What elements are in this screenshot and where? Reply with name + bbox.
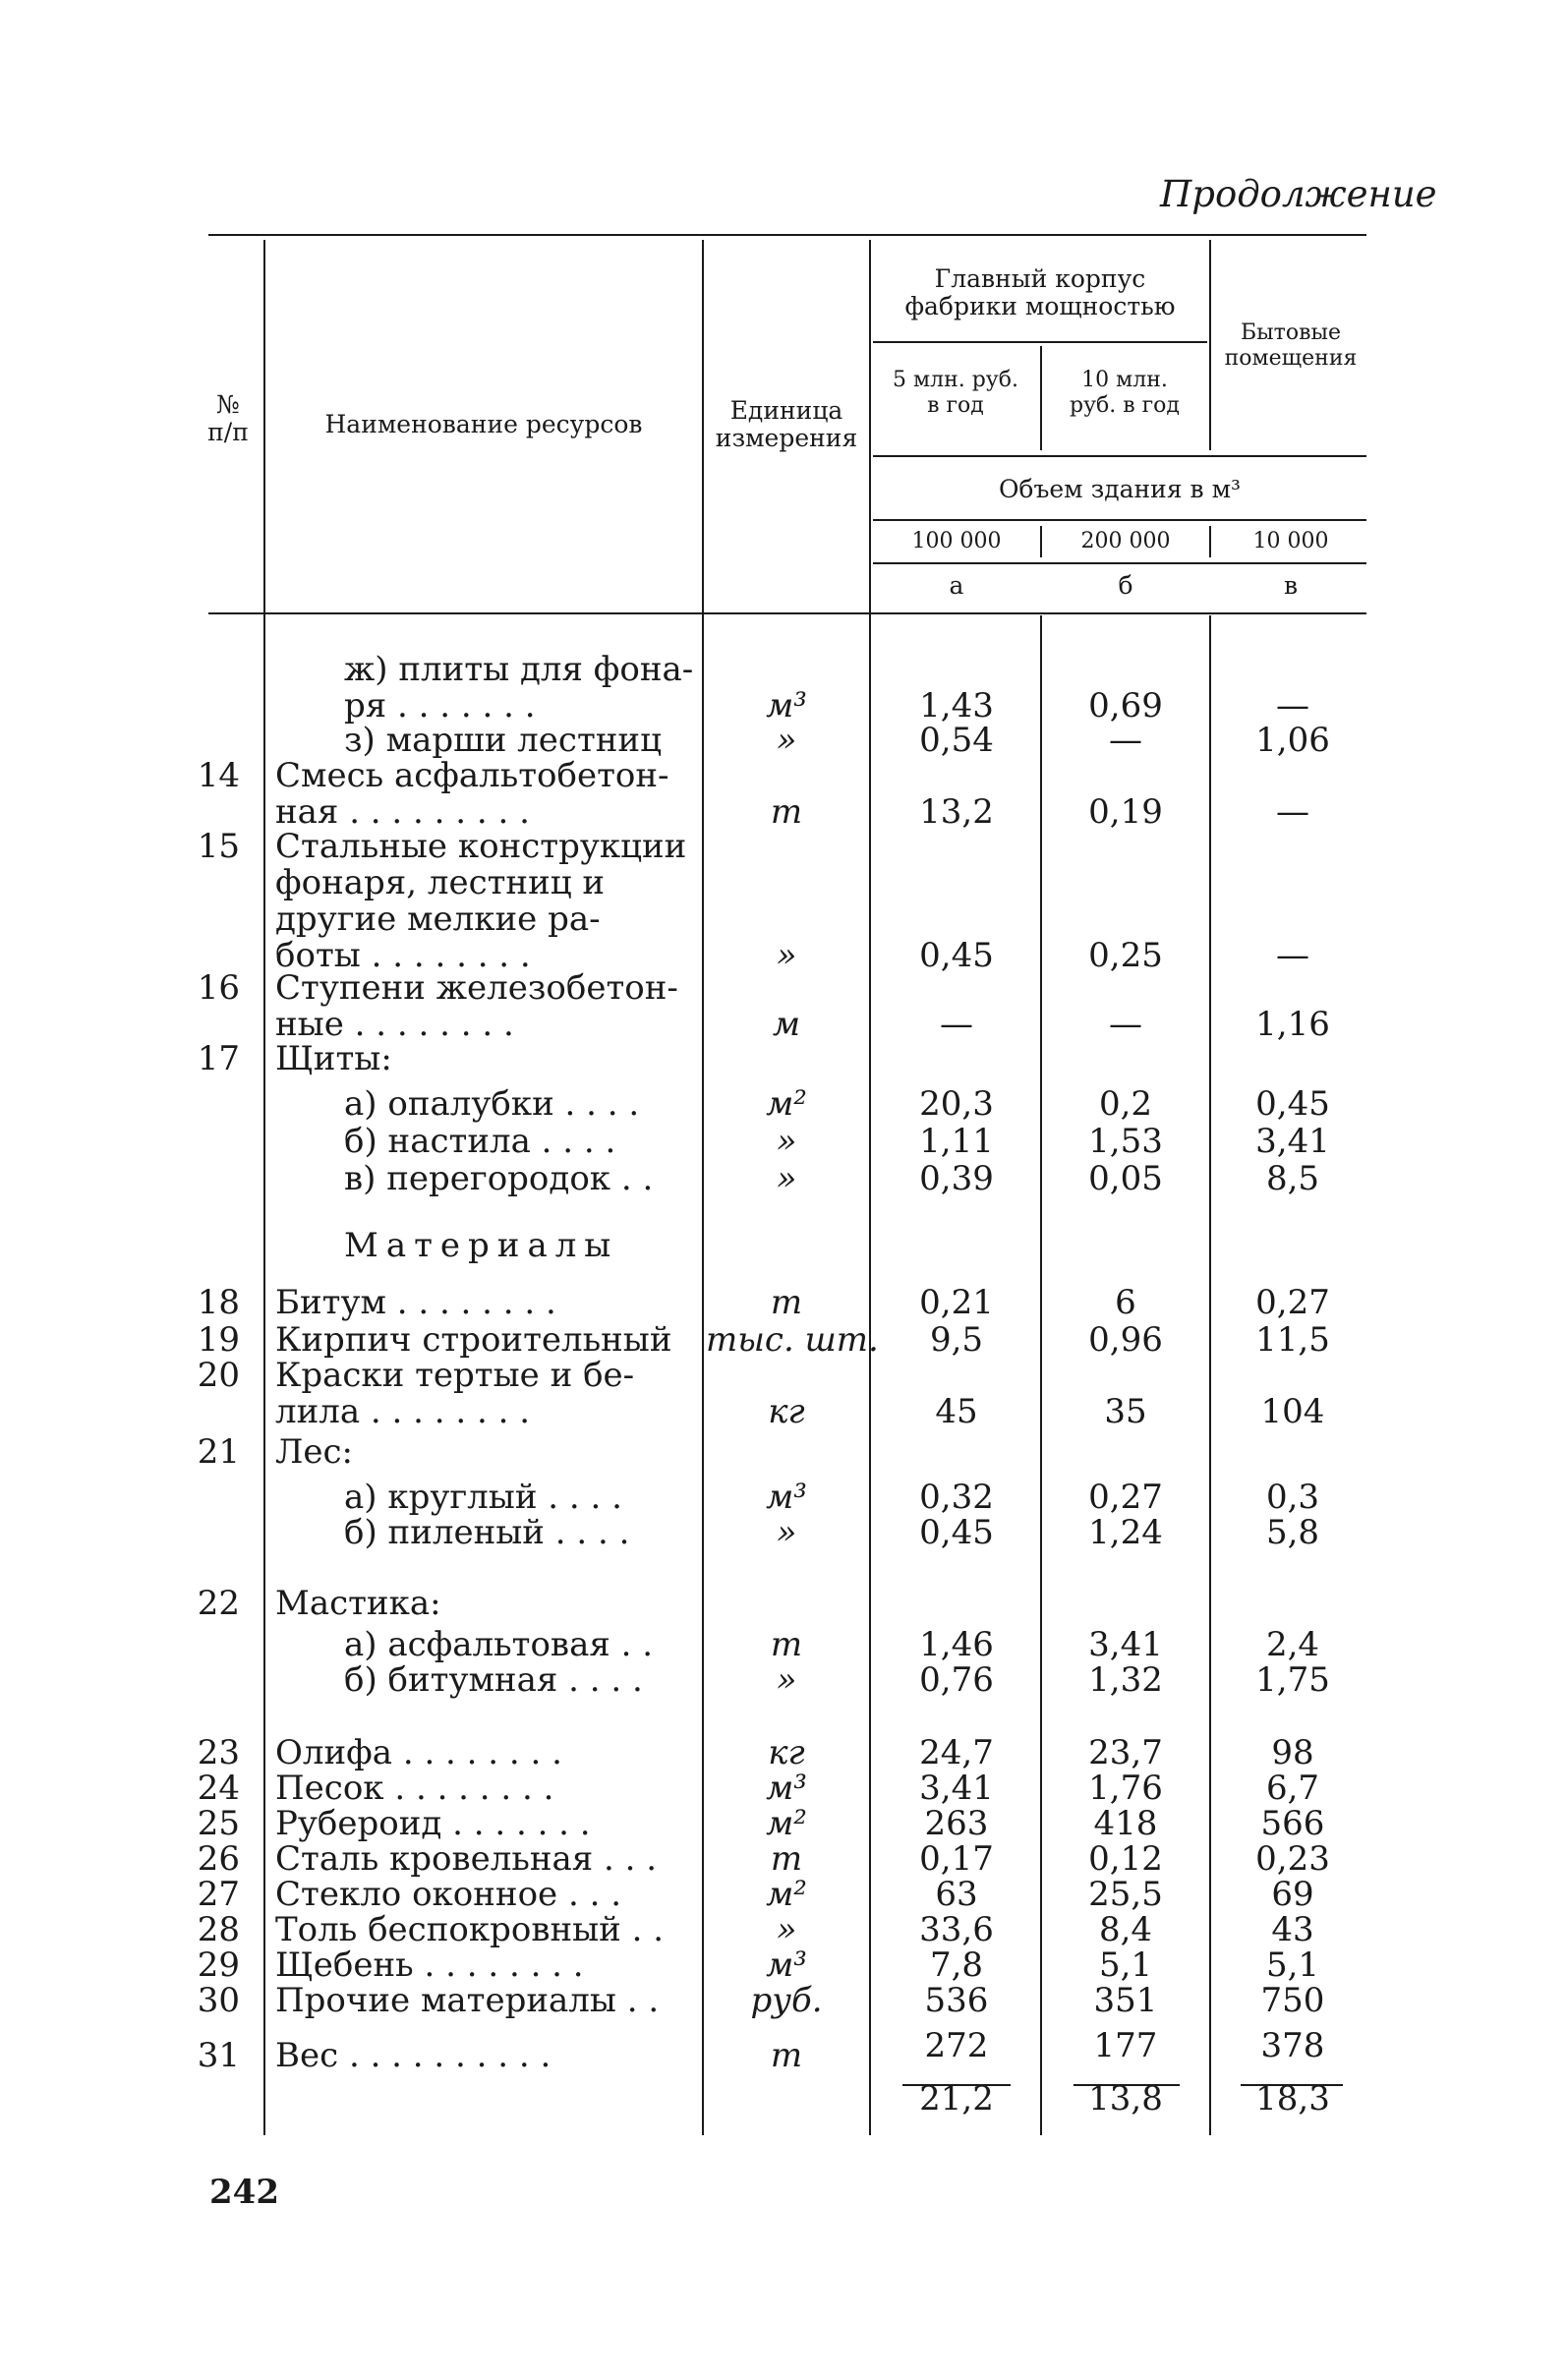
volume-top-rule	[873, 455, 1366, 457]
col-rule-3	[869, 240, 871, 2135]
row-number: 27	[197, 1875, 240, 1914]
resource-name: Краски тертые и бе-	[275, 1356, 635, 1395]
value-col-a: 0,21	[919, 1283, 994, 1322]
value-col-b: 1,53	[1088, 1122, 1163, 1161]
weight-fraction-bar-a	[902, 2084, 1011, 2086]
value-col-b: 0,27	[1088, 1478, 1163, 1517]
row-number: 28	[197, 1910, 240, 1949]
unit-of-measure: »	[776, 1159, 797, 1198]
value-col-b: 1,24	[1088, 1513, 1163, 1552]
unit-of-measure: м³	[766, 686, 807, 726]
value-col-a: 3,41	[919, 1769, 994, 1808]
row-number: 26	[197, 1839, 240, 1879]
unit-of-measure: т	[770, 1839, 803, 1879]
col-rule-1	[263, 240, 265, 2135]
header-letter-c: в	[1283, 571, 1299, 600]
value-col-c: —	[1276, 792, 1309, 832]
resource-name: ные . . . . . . . .	[275, 1005, 514, 1044]
value-col-c: 1,75	[1255, 1660, 1330, 1700]
row-number: 17	[197, 1039, 240, 1078]
value-col-c: 566	[1260, 1804, 1325, 1843]
value-col-b: 0,12	[1088, 1839, 1163, 1879]
value-col-c: 69	[1271, 1875, 1314, 1914]
resource-name: боты . . . . . . . .	[275, 936, 531, 975]
value-col-c: 104	[1260, 1392, 1325, 1431]
row-number: 29	[197, 1945, 240, 1985]
value-col-a: 33,6	[919, 1910, 994, 1949]
row-number: 25	[197, 1804, 240, 1843]
value-col-a: 0,39	[919, 1159, 994, 1198]
value-col-b: 35	[1104, 1392, 1147, 1431]
row-number: 24	[197, 1769, 240, 1808]
resource-name: б) пиленый . . . .	[344, 1513, 630, 1552]
value-col-a: 20,3	[919, 1084, 994, 1124]
unit-of-measure: руб.	[750, 1981, 823, 2020]
resource-name: Ступени железобетон-	[275, 968, 678, 1008]
row-number: 20	[197, 1356, 240, 1395]
weight-fraction-bar-c	[1241, 2084, 1343, 2086]
unit-of-measure: »	[776, 1122, 797, 1161]
value-col-a: 0,32	[919, 1478, 994, 1517]
resource-name: б) настила . . . .	[344, 1122, 616, 1161]
row-number: 18	[197, 1283, 240, 1322]
row-number: 21	[197, 1432, 240, 1472]
unit-of-measure: м	[772, 1005, 801, 1044]
value-col-b: 0,05	[1088, 1159, 1163, 1198]
value-col-b: 0,25	[1088, 936, 1163, 975]
row-number: 22	[197, 1584, 240, 1623]
value-col-a: 0,45	[919, 936, 994, 975]
value-col-b: 0,96	[1088, 1320, 1163, 1360]
value-col-b: 3,41	[1088, 1625, 1163, 1664]
resource-name: Стальные конструкции	[275, 827, 687, 866]
header-main-building: Главный корпус фабрики мощностью	[904, 264, 1176, 320]
resource-name: Рубероид . . . . . . .	[275, 1804, 591, 1843]
resource-name: Толь беспокровный . .	[275, 1910, 665, 1949]
unit-of-measure: м³	[766, 1478, 807, 1517]
header-bottom-rule	[208, 612, 1366, 614]
value-col-a: 0,17	[919, 1839, 994, 1879]
unit-of-measure: »	[776, 721, 797, 760]
value-col-c: 43	[1271, 1910, 1314, 1949]
main-building-subrule	[873, 341, 1207, 343]
value-col-a: 24,7	[919, 1733, 994, 1772]
resource-name: Олифа . . . . . . . .	[275, 1733, 562, 1772]
value-col-b: 351	[1093, 1981, 1158, 2020]
unit-of-measure: »	[776, 1910, 797, 1949]
value-col-a: 63	[935, 1875, 978, 1914]
value-col-a: 263	[924, 1804, 989, 1843]
value-col-a: 1,46	[919, 1625, 994, 1664]
resource-name: другие мелкие ра-	[275, 900, 601, 939]
continuation-label: Продолжение	[1160, 173, 1437, 215]
value-col-b: —	[1109, 721, 1142, 760]
resource-name: з) марши лестниц	[344, 721, 662, 760]
resource-name: в) перегородок . .	[344, 1159, 654, 1198]
value-col-c: 0,45	[1255, 1084, 1330, 1124]
row-number: 23	[197, 1733, 240, 1772]
unit-of-measure: тыс. шт.	[706, 1320, 879, 1360]
row-number: 30	[197, 1981, 240, 2020]
value-col-b: 5,1	[1098, 1945, 1153, 1985]
resource-name: Щиты:	[275, 1039, 392, 1078]
value-col-c: 0,3	[1265, 1478, 1320, 1517]
unit-of-measure: м³	[766, 1769, 807, 1808]
value-col-a: 7,8	[929, 1945, 984, 1985]
value-col-c: 8,5	[1265, 1159, 1320, 1198]
value-col-c: 11,5	[1255, 1320, 1330, 1360]
header-letter-a: а	[949, 571, 964, 600]
resource-name: Смесь асфальтобетон-	[275, 756, 669, 795]
value-col-b: 418	[1093, 1804, 1158, 1843]
header-col-10mln: 10 млн. руб. в год	[1070, 368, 1180, 418]
value-col-c: —	[1276, 686, 1309, 726]
unit-of-measure: т	[770, 1625, 803, 1664]
unit-of-measure: м³	[766, 1945, 807, 1985]
header-no: № п/п	[207, 390, 249, 446]
value-col-a: 272 21,2	[919, 2026, 994, 2119]
resource-name: Песок . . . . . . . .	[275, 1769, 554, 1808]
unit-of-measure: т	[770, 2036, 803, 2075]
unit-of-measure: т	[770, 1283, 803, 1322]
resource-name: фонаря, лестниц и	[275, 863, 606, 902]
value-col-b: 6	[1115, 1283, 1136, 1322]
header-unit: Единица измерения	[715, 396, 858, 452]
value-col-a: 0,76	[919, 1660, 994, 1700]
value-col-c: 0,27	[1255, 1283, 1330, 1322]
header-domestic: Бытовые помещения	[1224, 320, 1358, 371]
resource-name: Сталь кровельная . . .	[275, 1839, 658, 1879]
resource-name: Прочие материалы . .	[275, 1981, 660, 2020]
value-col-b: —	[1109, 1005, 1142, 1044]
header-vol-c: 10 000	[1252, 529, 1329, 553]
table-top-rule	[208, 234, 1366, 236]
value-col-c: 378 18,3	[1255, 2026, 1330, 2119]
weight-fraction-bar-b	[1074, 2084, 1180, 2086]
volume-values-rule	[873, 519, 1366, 521]
unit-of-measure: т	[770, 792, 803, 832]
value-col-b: 0,69	[1088, 686, 1163, 726]
value-col-c: 5,1	[1265, 1945, 1320, 1985]
resource-name: Вес . . . . . . . . . .	[275, 2036, 551, 2075]
resource-name: а) круглый . . . .	[344, 1478, 622, 1517]
resource-name: лила . . . . . . . .	[275, 1392, 531, 1431]
value-col-c: 0,23	[1255, 1839, 1330, 1879]
resource-name: а) асфальтовая . .	[344, 1625, 654, 1664]
section-heading: Материалы	[344, 1226, 619, 1265]
value-col-b: 1,76	[1088, 1769, 1163, 1808]
value-col-b: 1,32	[1088, 1660, 1163, 1700]
unit-of-measure: »	[776, 1513, 797, 1552]
header-letter-b: б	[1118, 571, 1133, 600]
value-col-b: 177 13,8	[1088, 2026, 1163, 2119]
col-rule-2	[702, 240, 704, 2135]
value-col-c: 1,16	[1255, 1005, 1330, 1044]
value-col-c: 2,4	[1265, 1625, 1320, 1664]
value-col-b: 0,2	[1098, 1084, 1153, 1124]
resource-name: ря . . . . . . .	[344, 686, 536, 726]
resource-name: Лес:	[275, 1432, 353, 1472]
value-col-a: 13,2	[919, 792, 994, 832]
unit-of-measure: м²	[766, 1875, 807, 1914]
value-col-a: 9,5	[929, 1320, 984, 1360]
row-number: 14	[197, 756, 240, 795]
resource-name: Стекло оконное . . .	[275, 1875, 622, 1914]
value-col-a: 0,45	[919, 1513, 994, 1552]
unit-of-measure: м²	[766, 1084, 807, 1124]
value-col-c: 6,7	[1265, 1769, 1320, 1808]
header-vol-a: 100 000	[911, 529, 1002, 553]
value-col-b: 25,5	[1088, 1875, 1163, 1914]
row-number: 19	[197, 1320, 240, 1360]
resource-name: ж) плиты для фона-	[344, 650, 694, 689]
resource-name: а) опалубки . . . .	[344, 1084, 640, 1124]
resource-name: Битум . . . . . . . .	[275, 1283, 556, 1322]
unit-of-measure: »	[776, 936, 797, 975]
resource-name: б) битумная . . . .	[344, 1660, 643, 1700]
page-number: 242	[209, 2173, 279, 2212]
resource-name: Щебень . . . . . . . .	[275, 1945, 584, 1985]
value-col-a: 536	[924, 1981, 989, 2020]
value-col-a: 45	[935, 1392, 978, 1431]
value-col-b: 8,4	[1098, 1910, 1153, 1949]
value-col-a: 1,11	[919, 1122, 994, 1161]
value-col-a: 0,54	[919, 721, 994, 760]
row-number: 16	[197, 968, 240, 1008]
row-number: 31	[197, 2036, 240, 2075]
value-col-b: 0,19	[1088, 792, 1163, 832]
volume-letters-rule	[873, 562, 1366, 564]
value-col-c: 750	[1260, 1981, 1325, 2020]
resource-name: Кирпич строительный	[275, 1320, 672, 1360]
value-col-b: 23,7	[1088, 1733, 1163, 1772]
value-col-c: 98	[1271, 1733, 1314, 1772]
col-rule-5c	[1209, 615, 1211, 2135]
unit-of-measure: м²	[766, 1804, 807, 1843]
header-vol-b: 200 000	[1080, 529, 1171, 553]
row-number: 15	[197, 827, 240, 866]
value-col-a: 1,43	[919, 686, 994, 726]
value-col-c: 1,06	[1255, 721, 1330, 760]
value-col-c: 3,41	[1255, 1122, 1330, 1161]
header-name: Наименование ресурсов	[324, 410, 643, 438]
resource-name: ная . . . . . . . . .	[275, 792, 530, 832]
value-col-c: —	[1276, 936, 1309, 975]
unit-of-measure: кг	[768, 1733, 805, 1772]
value-col-a: —	[940, 1005, 973, 1044]
resource-name: Мастика:	[275, 1584, 441, 1623]
value-col-c: 5,8	[1265, 1513, 1320, 1552]
header-volume: Объем здания в м³	[998, 475, 1242, 503]
unit-of-measure: »	[776, 1660, 797, 1700]
header-col-5mln: 5 млн. руб. в год	[893, 368, 1018, 418]
unit-of-measure: кг	[768, 1392, 805, 1431]
